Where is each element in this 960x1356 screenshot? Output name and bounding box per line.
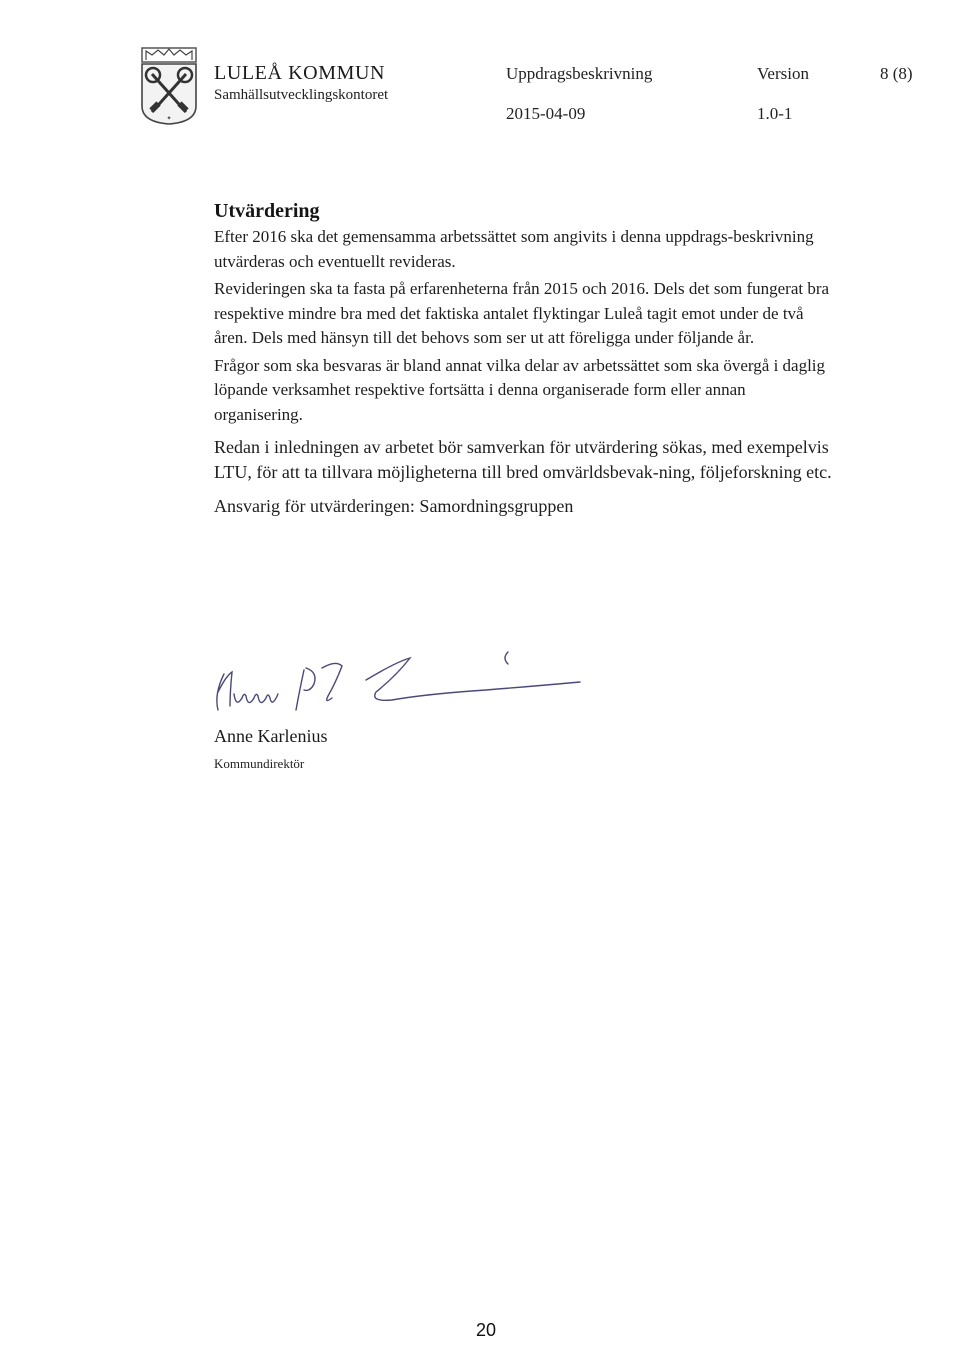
signer-name: Anne Karlenius xyxy=(214,726,328,746)
organization-name: LULEÅ KOMMUN xyxy=(214,62,386,84)
version-label: Version xyxy=(757,64,809,83)
document-date: 2015-04-09 xyxy=(506,104,586,123)
coat-of-arms-icon xyxy=(138,46,200,126)
version-number: 1.0-1 xyxy=(757,104,793,123)
signer-title: Kommundirektör xyxy=(214,756,305,771)
document-type: Uppdragsbeskrivning xyxy=(506,64,653,83)
paragraph-2: Revideringen ska ta fasta på erfarenheterna från 2015 och 2016. Dels det som fungerat bra respektive mindre bra med det faktiska antalet flyktingar Luleå tagit emot under de två åren. Dels med hänsyn till det behovs som ser ut att föreligga under följande år. xyxy=(214,279,830,347)
page-reference: 8 (8) xyxy=(880,64,913,83)
svg-text:✦: ✦ xyxy=(166,115,172,122)
signature-icon xyxy=(196,632,596,722)
page-number: 20 xyxy=(476,1320,497,1340)
paragraph-5: Ansvarig för utvärderingen: Samordningsgruppen xyxy=(214,496,574,516)
evaluation-section xyxy=(214,198,834,528)
paragraph-4: Redan i inledningen av arbetet bör samverkan för utvärdering sökas, med exempelvis LTU, för att ta tillvara möjligheterna till bred omvärldsbevak-ning, följeforskning etc. xyxy=(214,437,832,482)
section-heading: Utvärdering xyxy=(214,200,320,222)
paragraph-3: Frågor som ska besvaras är bland annat vilka delar av arbetssättet som ska övergå i daglig löpande verksamhet respektive fortsätta i denna organiserade form eller annan organisering. xyxy=(214,355,826,424)
paragraph-1: Efter 2016 ska det gemensamma arbetssättet som angivits i denna uppdrags-beskrivning utvärderas och eventuellt revideras. xyxy=(214,227,814,271)
office-name: Samhällsutvecklingskontoret xyxy=(214,87,389,103)
